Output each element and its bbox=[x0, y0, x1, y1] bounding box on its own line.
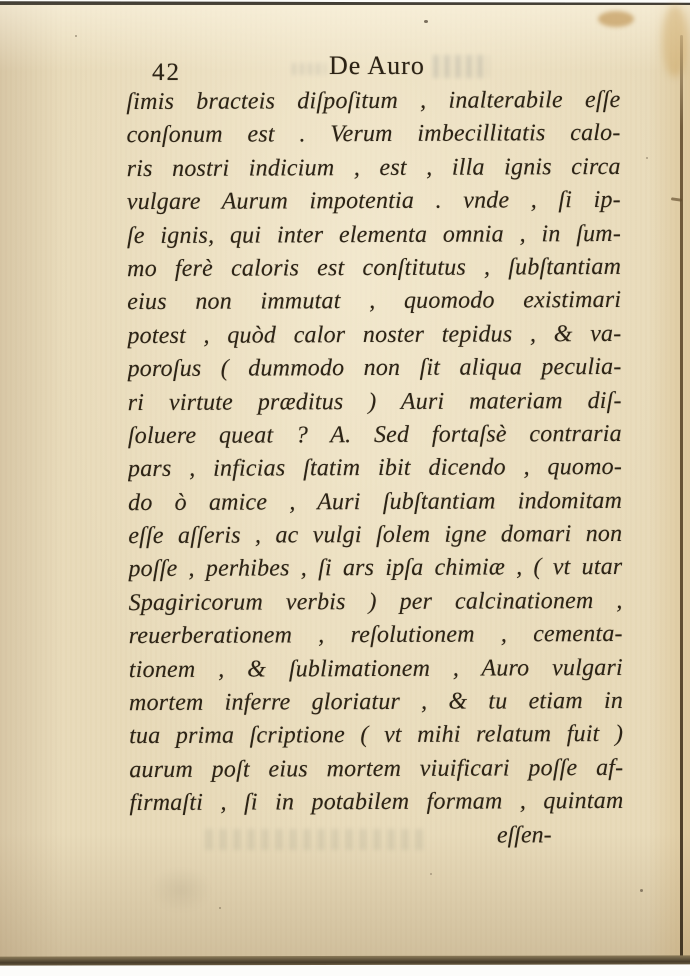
paper-speck bbox=[424, 20, 428, 23]
paper-speck bbox=[75, 35, 77, 37]
paper-speck bbox=[430, 873, 432, 875]
paper-page bbox=[0, 5, 690, 957]
text-line: tua prima ſcriptione ( vt mihi relatum fuit ) bbox=[129, 721, 624, 750]
text-line: pars , inficias ſtatim ibit dicendo , quomo- bbox=[127, 454, 623, 483]
page-edge-crease bbox=[680, 35, 683, 959]
text-line: ri virtute præditus ) Auri materiam diſ- bbox=[127, 387, 622, 416]
page-number: 42 bbox=[152, 59, 181, 86]
text-line: tionem , & ſublimationem , Auro vulgari bbox=[128, 654, 623, 683]
text-line: mortem inferre gloriatur , & tu etiam in bbox=[128, 687, 624, 717]
ink-showthrough-header bbox=[433, 55, 489, 78]
text-line: firmaſti , ſi in potabilem formam , quintam bbox=[129, 788, 624, 817]
text-line: ſe ignis, qui inter elementa omnia , in ſum- bbox=[126, 220, 622, 249]
paper-speck bbox=[640, 889, 643, 892]
text-line: ſimis bracteis diſpoſitum , inalterabile eſſe bbox=[126, 86, 621, 116]
paper-speck bbox=[219, 907, 221, 909]
text-line: conſonum est . Verum imbecillitatis calo- bbox=[126, 120, 621, 149]
catchword: eſſen- bbox=[496, 821, 552, 849]
paper-speck bbox=[646, 157, 648, 159]
text-line: reuerberationem , reſolutionem , cementa- bbox=[128, 621, 623, 650]
paper-stain bbox=[598, 11, 634, 27]
text-line: Spagiricorum verbis ) per calcinationem , bbox=[128, 587, 623, 616]
text-line: do ò amice , Auri ſubſtantiam indomitam bbox=[128, 487, 623, 516]
text-line: aurum poſt eius mortem viuificari poſſe af- bbox=[129, 754, 624, 783]
ink-showthrough-header-dots bbox=[292, 63, 326, 75]
text-line: eſſe aſſeris , ac vulgi ſolem igne domari non bbox=[128, 520, 623, 550]
ink-showthrough-smudge bbox=[150, 867, 212, 913]
text-line: vulgare Aurum impotentia . vnde , ſi ip- bbox=[126, 187, 621, 216]
text-line: poſſe , perhibes , ſi ars ipſa chimiæ , ( vt utar bbox=[128, 554, 623, 583]
page-edge-nick bbox=[671, 197, 682, 202]
paper-stain-edge bbox=[662, 5, 688, 77]
catchword-row bbox=[130, 819, 624, 855]
scan-edge-bottom bbox=[0, 955, 690, 965]
text-line: mo ferè caloris est conſtitutus , ſubſtantiam bbox=[127, 253, 622, 283]
body-text-block bbox=[126, 84, 623, 854]
running-title: De Auro bbox=[329, 51, 425, 80]
text-line: eius non immutat , quomodo existimari bbox=[127, 287, 622, 316]
text-line: ſoluere queat ? A. Sed fortaſsè contraria bbox=[127, 420, 622, 449]
text-line: potest , quòd calor noster tepidus , & va- bbox=[127, 320, 622, 349]
text-line: ris nostri indicium , est , illa ignis circa bbox=[126, 153, 621, 182]
text-line: poroſus ( dummodo non ſit aliqua peculia- bbox=[127, 354, 622, 383]
